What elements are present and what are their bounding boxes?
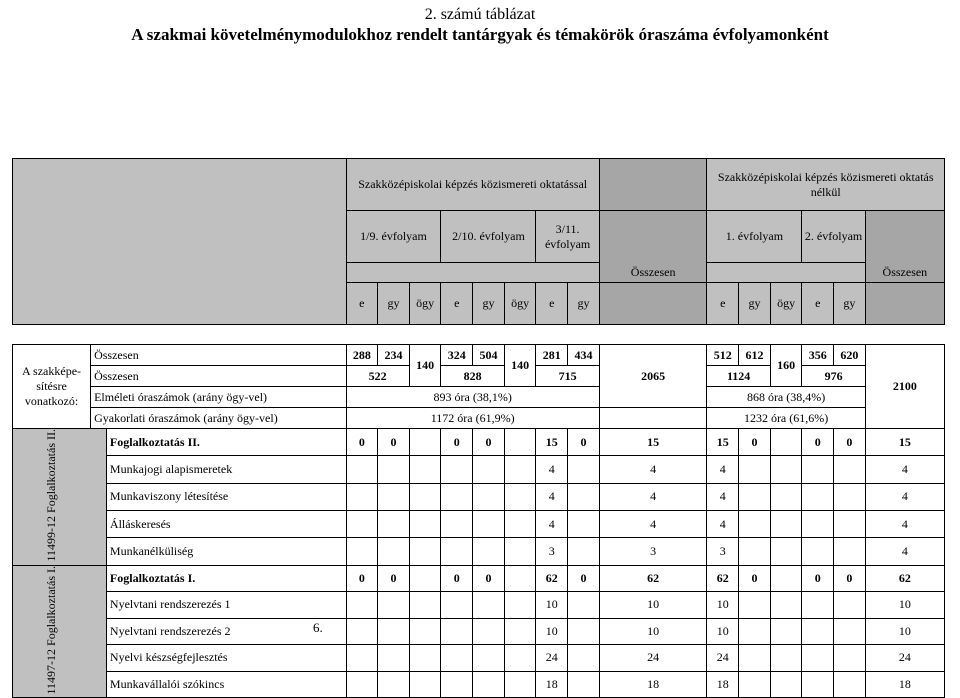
hours-cell (473, 510, 505, 537)
hours-cell (834, 483, 866, 510)
hours-cell (834, 592, 866, 619)
summary-cell: 140 (409, 345, 441, 387)
topic-name: Nyelvtani rendszerezés 2 (106, 618, 346, 645)
hours-cell (770, 429, 802, 456)
hours-cell: 24 (599, 645, 707, 672)
hours-cell: 4 (599, 456, 707, 483)
hours-cell (409, 618, 441, 645)
hours-cell: 15 (707, 429, 739, 456)
summary-cell: 828 (441, 366, 504, 387)
summary-blank (599, 408, 707, 429)
hours-cell: 4 (865, 510, 944, 537)
hours-cell (346, 592, 378, 619)
header-corner (13, 159, 347, 325)
hours-cell (409, 538, 441, 565)
hours-cell (346, 538, 378, 565)
hours-cell (568, 510, 600, 537)
header-spacer-a (346, 263, 599, 283)
col-e: e (441, 283, 473, 325)
hours-cell (409, 671, 441, 698)
hours-cell: 0 (568, 565, 600, 592)
hours-cell (441, 671, 473, 698)
summary-practice-b: 1232 óra (61,6%) (707, 408, 865, 429)
col-e: e (707, 283, 739, 325)
hours-cell: 15 (865, 429, 944, 456)
topic-row (13, 456, 945, 483)
hours-cell: 0 (834, 429, 866, 456)
hours-cell (504, 510, 536, 537)
hours-cell (378, 645, 410, 672)
module-code-cell (13, 565, 107, 698)
hours-cell (568, 456, 600, 483)
hours-cell (770, 592, 802, 619)
hours-cell (504, 671, 536, 698)
summary-cell: 234 (378, 345, 410, 366)
hours-cell (802, 592, 834, 619)
summary-row-theory (13, 387, 945, 408)
hours-cell (739, 456, 771, 483)
hours-cell (504, 565, 536, 592)
hours-table (12, 158, 945, 698)
hours-cell: 4 (599, 483, 707, 510)
hours-cell (441, 510, 473, 537)
topic-name: Munkanélküliség (106, 538, 346, 565)
hours-cell: 10 (865, 592, 944, 619)
col-gy: gy (568, 283, 600, 325)
hours-cell (346, 456, 378, 483)
summary-row1-label: Összesen (91, 345, 346, 366)
hours-cell (378, 671, 410, 698)
summary-cell: 160 (770, 345, 802, 387)
hours-cell (802, 618, 834, 645)
summary-cell: 288 (346, 345, 378, 366)
hours-cell: 0 (802, 565, 834, 592)
hours-cell: 4 (707, 510, 739, 537)
header-group-a: Szakközépiskolai képzés közismereti oktatással (346, 159, 599, 211)
header-row-separator (13, 325, 945, 345)
topic-row (13, 483, 945, 510)
hours-cell: 10 (707, 618, 739, 645)
module-code-label: 11499-12 Foglalkoztatás II. (44, 429, 59, 562)
hours-cell (834, 671, 866, 698)
hours-cell (504, 483, 536, 510)
topic-name: Nyelvi készségfejlesztés (106, 645, 346, 672)
hours-cell (770, 618, 802, 645)
hours-cell: 0 (834, 565, 866, 592)
topic-name: Álláskeresés (106, 510, 346, 537)
hours-cell: 4 (536, 510, 568, 537)
summary-cell: 281 (536, 345, 568, 366)
hours-cell (473, 592, 505, 619)
hours-cell (473, 645, 505, 672)
hours-cell: 10 (865, 618, 944, 645)
hours-cell (568, 592, 600, 619)
hours-cell: 4 (599, 510, 707, 537)
topic-row (13, 538, 945, 565)
hours-cell (473, 618, 505, 645)
hours-cell (504, 645, 536, 672)
col-e: e (802, 283, 834, 325)
hours-cell (409, 565, 441, 592)
hours-cell (473, 671, 505, 698)
hours-cell (504, 592, 536, 619)
hours-cell: 4 (536, 483, 568, 510)
summary-practice-a: 1172 óra (61,9%) (346, 408, 599, 429)
col-gy: gy (739, 283, 771, 325)
hours-cell (473, 483, 505, 510)
module-code-cell (13, 429, 107, 566)
summary-cell: 356 (802, 345, 834, 366)
hours-cell: 4 (865, 483, 944, 510)
topic-row (13, 592, 945, 619)
hours-cell (802, 510, 834, 537)
summary-row2-label: Összesen (91, 366, 346, 387)
table-number: 2. számú táblázat (424, 6, 536, 23)
hours-cell (378, 618, 410, 645)
hours-cell (770, 510, 802, 537)
hours-cell (834, 645, 866, 672)
hours-cell: 62 (536, 565, 568, 592)
hours-cell (770, 671, 802, 698)
col-gap (865, 283, 944, 325)
hours-cell (568, 645, 600, 672)
hours-cell: 10 (599, 618, 707, 645)
hours-cell (378, 538, 410, 565)
hours-cell (441, 592, 473, 619)
summary-row4-label: Gyakorlati óraszámok (arány ögy-vel) (91, 408, 346, 429)
topic-name: Munkavállalói szókincs (106, 671, 346, 698)
hours-cell: 0 (441, 429, 473, 456)
hours-cell (739, 645, 771, 672)
header-year-2-10: 2/10. évfolyam (441, 211, 536, 263)
hours-cell (770, 565, 802, 592)
col-ogy: ögy (409, 283, 441, 325)
col-ogy: ögy (504, 283, 536, 325)
summary-cell: 140 (504, 345, 536, 387)
subject-name: Foglalkoztatás II. (106, 429, 346, 456)
hours-cell: 0 (739, 565, 771, 592)
summary-theory-b: 868 óra (38,4%) (707, 387, 865, 408)
hours-cell: 0 (473, 429, 505, 456)
hours-cell (473, 538, 505, 565)
hours-cell: 10 (536, 618, 568, 645)
hours-cell: 24 (707, 645, 739, 672)
hours-cell (346, 510, 378, 537)
hours-cell: 0 (378, 429, 410, 456)
hours-cell (346, 645, 378, 672)
hours-cell (504, 618, 536, 645)
summary-cell: 612 (739, 345, 771, 366)
summary-theory-a: 893 óra (38,1%) (346, 387, 599, 408)
hours-cell (802, 456, 834, 483)
table-title: A szakmai követelménymodulokhoz rendelt tantárgyak és témakörök óraszáma évfolyamonként (131, 25, 829, 44)
hours-cell (346, 483, 378, 510)
hours-cell: 3 (707, 538, 739, 565)
header-group-b: Szakközépiskolai képzés közismereti oktatás nélkül (707, 159, 945, 211)
table-caption (0, 5, 960, 45)
summary-cell: 1124 (707, 366, 770, 387)
hours-cell: 18 (536, 671, 568, 698)
hours-cell (770, 483, 802, 510)
summary-row-practice (13, 408, 945, 429)
hours-cell: 18 (599, 671, 707, 698)
hours-cell (802, 645, 834, 672)
topic-name: Munkaviszony létesítése (106, 483, 346, 510)
hours-cell: 62 (707, 565, 739, 592)
summary-cell: 976 (802, 366, 865, 387)
page-number: 6. (313, 620, 323, 635)
hours-cell: 4 (707, 456, 739, 483)
hours-cell (409, 429, 441, 456)
hours-cell (346, 671, 378, 698)
summary-total-b: 2100 (865, 345, 944, 429)
subject-name: Foglalkoztatás I. (106, 565, 346, 592)
summary-row-merged (13, 366, 945, 387)
hours-cell: 24 (865, 645, 944, 672)
hours-cell: 4 (865, 456, 944, 483)
hours-cell: 24 (536, 645, 568, 672)
hours-cell (409, 645, 441, 672)
header-gap (599, 159, 707, 211)
hours-cell: 0 (441, 565, 473, 592)
hours-cell: 10 (707, 592, 739, 619)
module-code-label: 11497-12 Foglalkoztatás I. (44, 565, 59, 695)
topic-name: Nyelvtani rendszerezés 1 (106, 592, 346, 619)
hours-cell (473, 456, 505, 483)
hours-cell (568, 538, 600, 565)
hours-cell (409, 510, 441, 537)
col-gy: gy (834, 283, 866, 325)
hours-cell (802, 671, 834, 698)
header-separator (13, 325, 945, 345)
hours-cell: 18 (707, 671, 739, 698)
topic-row (13, 510, 945, 537)
hours-cell (378, 456, 410, 483)
col-ogy: ögy (770, 283, 802, 325)
header-total-a: Összesen (599, 211, 707, 283)
summary-row-totals (13, 345, 945, 366)
summary-total-a: 2065 (599, 345, 707, 408)
hours-cell: 10 (599, 592, 707, 619)
summary-cell: 715 (536, 366, 599, 387)
col-e: e (346, 283, 378, 325)
hours-cell (441, 483, 473, 510)
hours-cell (834, 510, 866, 537)
col-e: e (536, 283, 568, 325)
header-year-1: 1. évfolyam (707, 211, 802, 263)
hours-cell: 15 (536, 429, 568, 456)
summary-side-label: A szakképe-sítésre vonatkozó: (13, 345, 91, 429)
hours-cell (409, 592, 441, 619)
hours-cell (770, 538, 802, 565)
header-year-2: 2. évfolyam (802, 211, 865, 263)
subject-row (13, 565, 945, 592)
hours-cell (739, 510, 771, 537)
hours-cell (378, 483, 410, 510)
hours-cell (739, 483, 771, 510)
header-spacer-b (707, 263, 865, 283)
summary-cell: 324 (441, 345, 473, 366)
hours-cell (441, 538, 473, 565)
hours-cell (504, 429, 536, 456)
col-gy: gy (378, 283, 410, 325)
topic-row (13, 671, 945, 698)
hours-cell (346, 618, 378, 645)
hours-cell (770, 456, 802, 483)
hours-cell: 0 (473, 565, 505, 592)
hours-cell: 10 (536, 592, 568, 619)
topic-row (13, 618, 945, 645)
hours-cell (504, 456, 536, 483)
hours-cell: 0 (739, 429, 771, 456)
header-row-groups (13, 159, 945, 211)
hours-cell: 0 (378, 565, 410, 592)
hours-cell (834, 456, 866, 483)
hours-cell (834, 618, 866, 645)
hours-cell (739, 671, 771, 698)
summary-cell: 512 (707, 345, 739, 366)
topic-name: Munkajogi alapismeretek (106, 456, 346, 483)
hours-cell: 62 (865, 565, 944, 592)
hours-cell: 3 (536, 538, 568, 565)
hours-cell (802, 538, 834, 565)
header-total-b: Összesen (865, 211, 944, 283)
hours-cell (409, 483, 441, 510)
header-year-3-11: 3/11. évfolyam (536, 211, 599, 263)
summary-row3-label: Elméleti óraszámok (arány ögy-vel) (91, 387, 346, 408)
hours-cell (802, 483, 834, 510)
summary-cell: 434 (568, 345, 600, 366)
hours-cell: 18 (865, 671, 944, 698)
header-year-1-9: 1/9. évfolyam (346, 211, 441, 263)
hours-cell: 0 (802, 429, 834, 456)
topic-row (13, 645, 945, 672)
hours-cell (378, 510, 410, 537)
hours-cell (770, 645, 802, 672)
hours-cell (568, 671, 600, 698)
col-gap (599, 283, 707, 325)
hours-cell (409, 456, 441, 483)
summary-cell: 504 (473, 345, 505, 366)
hours-cell (568, 483, 600, 510)
hours-cell: 4 (536, 456, 568, 483)
hours-cell: 15 (599, 429, 707, 456)
hours-cell (739, 592, 771, 619)
hours-cell: 0 (346, 565, 378, 592)
hours-cell (739, 538, 771, 565)
hours-cell (441, 645, 473, 672)
col-gy: gy (473, 283, 505, 325)
hours-cell: 0 (346, 429, 378, 456)
hours-cell (378, 592, 410, 619)
hours-cell: 4 (707, 483, 739, 510)
hours-cell: 0 (568, 429, 600, 456)
summary-cell: 620 (834, 345, 866, 366)
hours-cell (441, 618, 473, 645)
hours-cell: 3 (599, 538, 707, 565)
hours-cell: 62 (599, 565, 707, 592)
hours-cell (504, 538, 536, 565)
hours-cell: 4 (865, 538, 944, 565)
hours-cell (568, 618, 600, 645)
hours-cell (441, 456, 473, 483)
subject-row (13, 429, 945, 456)
hours-cell (739, 618, 771, 645)
hours-cell (834, 538, 866, 565)
summary-cell: 522 (346, 366, 409, 387)
